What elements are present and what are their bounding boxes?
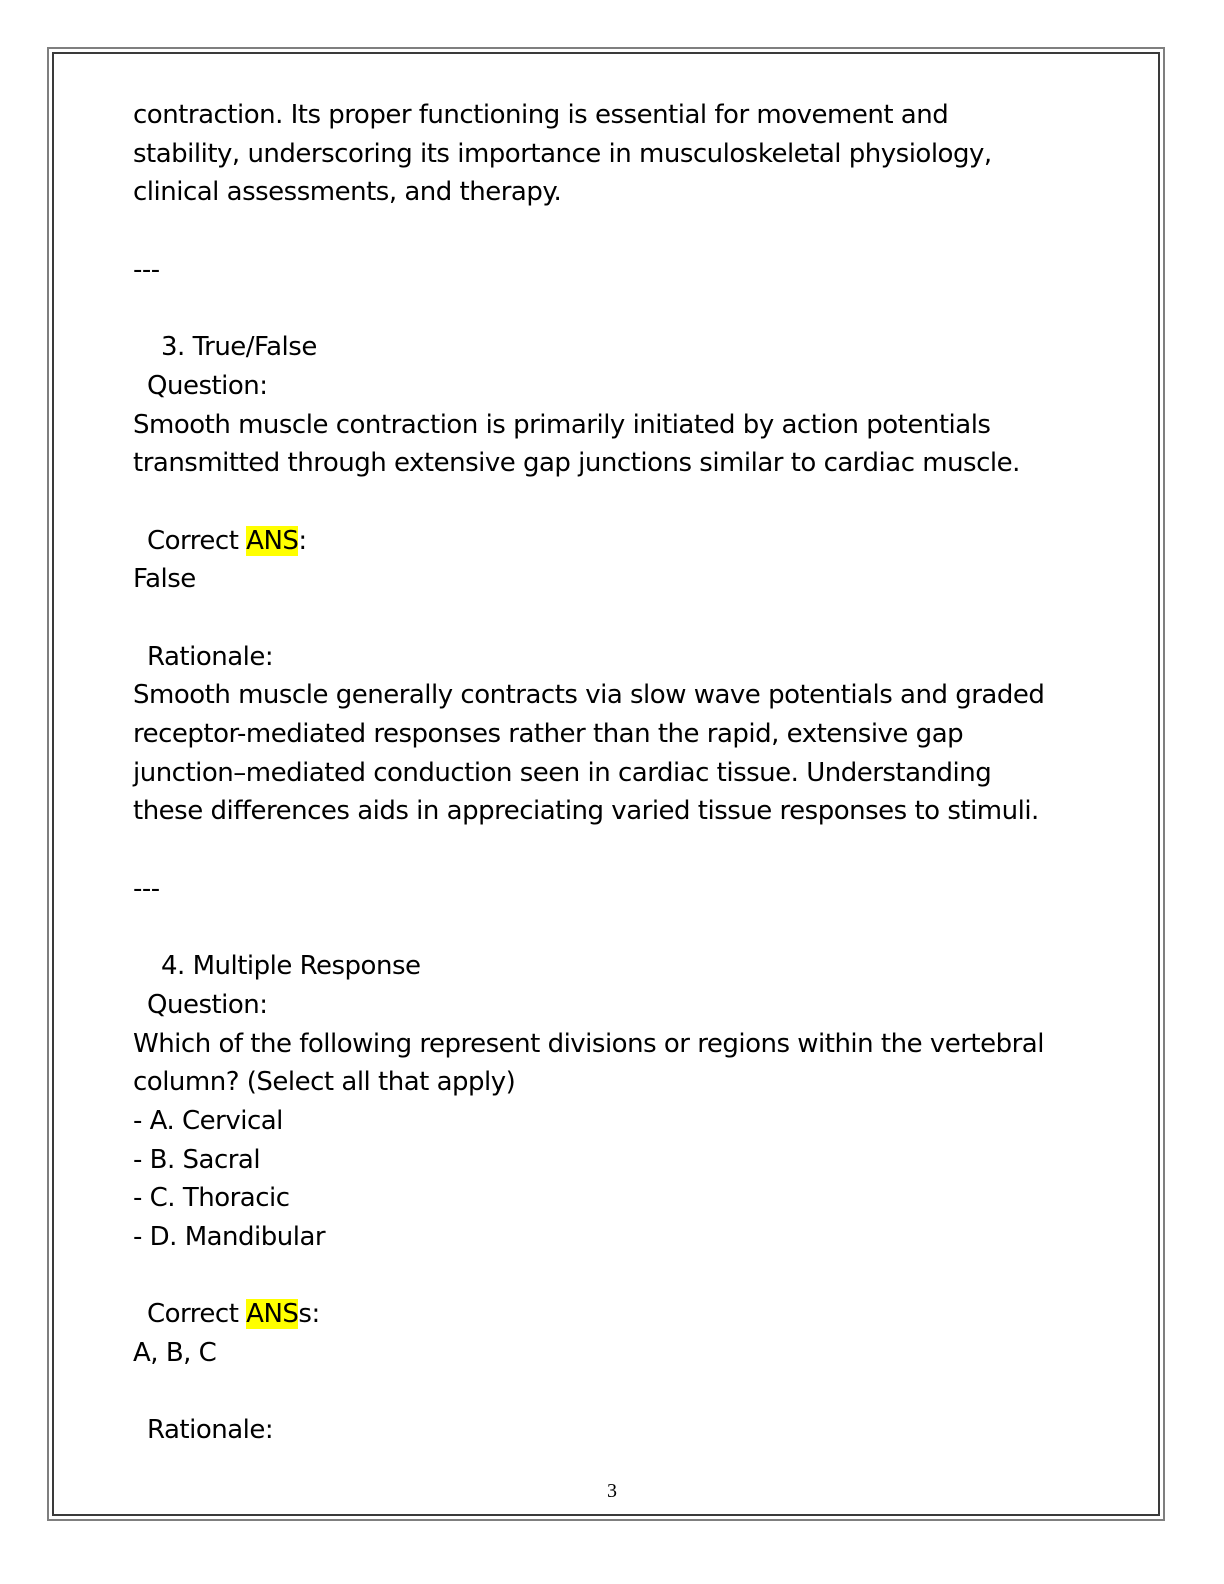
section-separator: ---: [133, 873, 160, 904]
question-4-option: - C. Thoracic: [133, 1183, 290, 1214]
question-4-label: Question:: [147, 989, 268, 1020]
section-separator: ---: [133, 254, 160, 285]
question-3-heading: 3. True/False: [161, 332, 317, 363]
intro-line: contraction. Its proper functioning is essential for movement and: [133, 100, 949, 130]
intro-line: clinical assessments, and therapy.: [133, 177, 562, 208]
answer-label-prefix: Correct: [147, 1299, 247, 1330]
answer-label-suffix: :: [298, 525, 307, 556]
answer-highlight: ANS: [246, 525, 299, 556]
question-3-rationale-line: these differences aids in appreciating varied tissue responses to stimuli.: [133, 796, 1039, 827]
question-4-answer-label: [133, 1295, 1093, 1334]
question-3-text-line: transmitted through extensive gap junctions similar to cardiac muscle.: [133, 448, 1020, 479]
question-3-rationale-line: Smooth muscle generally contracts via slow wave potentials and graded: [133, 680, 1045, 711]
question-3-answer: False: [133, 564, 196, 595]
question-4-rationale-label: Rationale:: [147, 1415, 274, 1446]
question-4-heading: 4. Multiple Response: [161, 951, 421, 982]
question-4-option: - B. Sacral: [133, 1144, 261, 1175]
question-3-rationale-line: junction–mediated conduction seen in cardiac tissue. Understanding: [133, 757, 992, 788]
question-3-answer-label: [133, 522, 1093, 561]
answer-label-prefix: Correct: [147, 525, 247, 556]
intro-line: stability, underscoring its importance in musculoskeletal physiology,: [133, 138, 992, 169]
question-4-option: - A. Cervical: [133, 1105, 283, 1136]
question-3-text-line: Smooth muscle contraction is primarily initiated by action potentials: [133, 409, 991, 440]
question-4-answer: A, B, C: [133, 1338, 217, 1368]
answer-highlight: ANS: [246, 1299, 299, 1330]
question-4-text-line: column? (Select all that apply): [133, 1067, 516, 1098]
document-body: [133, 96, 1093, 1450]
question-3-rationale-label: Rationale:: [147, 641, 274, 672]
question-3-label: Question:: [147, 370, 268, 401]
answer-label-suffix: s:: [298, 1299, 320, 1330]
question-4-option: - D. Mandibular: [133, 1221, 326, 1252]
question-4-text-line: Which of the following represent divisions or regions within the vertebral: [133, 1028, 1044, 1059]
question-3-rationale-line: receptor-mediated responses rather than the rapid, extensive gap: [133, 719, 964, 749]
page-number: 3: [607, 1480, 617, 1502]
